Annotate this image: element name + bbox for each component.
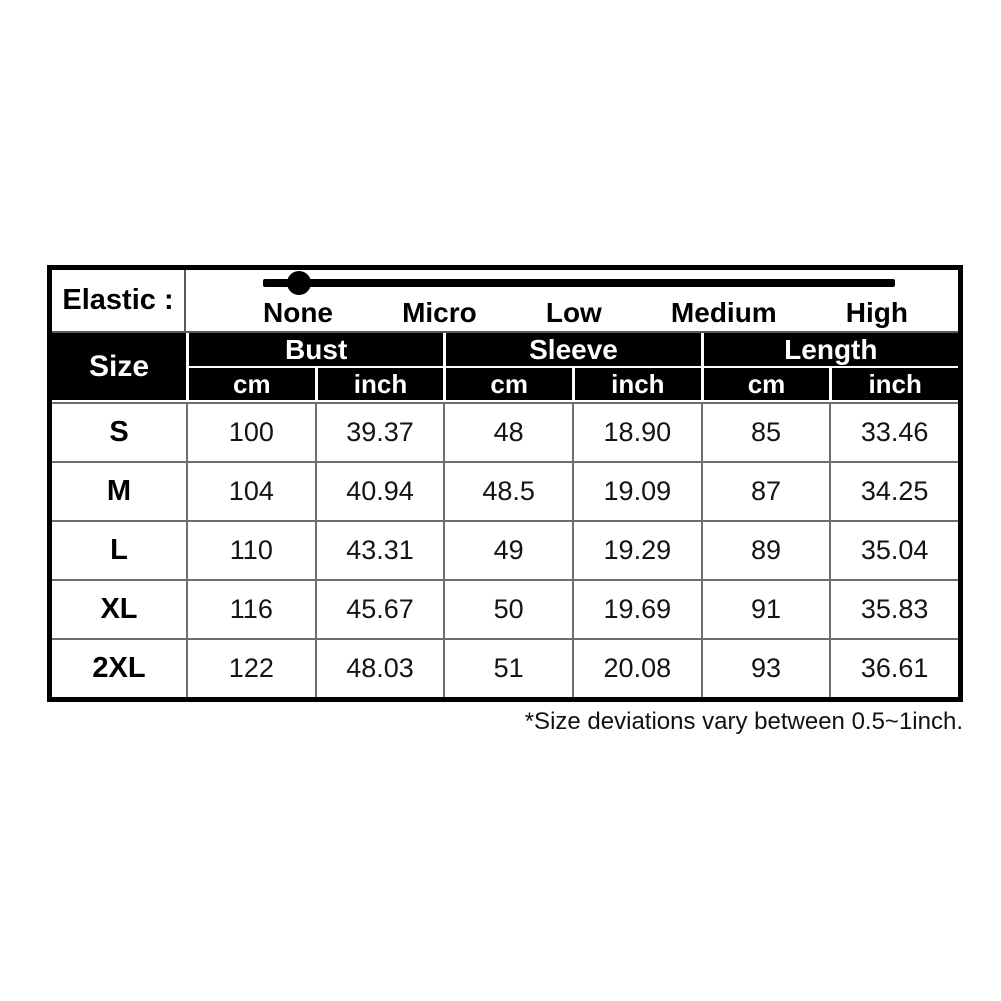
row-2xl-sleeve-cm: 51 xyxy=(443,638,572,697)
elastic-slider-track xyxy=(263,279,895,287)
row-2xl-bust-inch: 48.03 xyxy=(315,638,444,697)
row-2xl-size-label: 2XL xyxy=(52,638,186,697)
row-2xl-length-cm: 93 xyxy=(701,638,830,697)
row-l-bust-inch: 43.31 xyxy=(315,520,444,579)
row-m-bust-inch: 40.94 xyxy=(315,461,444,520)
row-2xl-length-inch: 36.61 xyxy=(829,638,958,697)
row-l-length-cm: 89 xyxy=(701,520,830,579)
elastic-slider-dot xyxy=(287,271,311,295)
header-bust-cm: cm xyxy=(186,366,315,402)
row-s-size-label: S xyxy=(52,402,186,461)
row-xl-sleeve-inch: 19.69 xyxy=(572,579,701,638)
size-deviation-footnote: *Size deviations vary between 0.5~1inch. xyxy=(524,708,963,735)
header-bust: Bust xyxy=(186,333,443,366)
row-s-bust-cm: 100 xyxy=(186,402,315,461)
elastic-level-none: None xyxy=(263,297,333,328)
row-xl-sleeve-cm: 50 xyxy=(443,579,572,638)
row-xl-length-inch: 35.83 xyxy=(829,579,958,638)
row-2xl-bust-cm: 122 xyxy=(186,638,315,697)
row-l-sleeve-inch: 19.29 xyxy=(572,520,701,579)
header-sleeve-inch: inch xyxy=(572,366,701,402)
header-length-inch: inch xyxy=(829,366,958,402)
row-xl-bust-cm: 116 xyxy=(186,579,315,638)
row-m-length-inch: 34.25 xyxy=(829,461,958,520)
elastic-level-high: High xyxy=(845,297,908,328)
elastic-scale xyxy=(186,270,958,333)
row-m-sleeve-cm: 48.5 xyxy=(443,461,572,520)
row-m-length-cm: 87 xyxy=(701,461,830,520)
row-s-length-cm: 85 xyxy=(701,402,830,461)
header-length: Length xyxy=(701,333,958,366)
row-xl-length-cm: 91 xyxy=(701,579,830,638)
row-l-bust-cm: 110 xyxy=(186,520,315,579)
row-s-length-inch: 33.46 xyxy=(829,402,958,461)
elastic-scale-labels xyxy=(263,297,908,329)
row-xl-size-label: XL xyxy=(52,579,186,638)
header-sleeve-cm: cm xyxy=(443,366,572,402)
row-l-length-inch: 35.04 xyxy=(829,520,958,579)
row-s-bust-inch: 39.37 xyxy=(315,402,444,461)
row-s-sleeve-inch: 18.90 xyxy=(572,402,701,461)
row-m-sleeve-inch: 19.09 xyxy=(572,461,701,520)
size-chart-table xyxy=(47,265,963,702)
row-m-bust-cm: 104 xyxy=(186,461,315,520)
elastic-level-medium: Medium xyxy=(670,297,777,328)
row-xl-bust-inch: 45.67 xyxy=(315,579,444,638)
elastic-label: Elastic : xyxy=(52,270,186,333)
row-l-size-label: L xyxy=(52,520,186,579)
elastic-level-micro: Micro xyxy=(402,297,477,328)
header-sleeve: Sleeve xyxy=(443,333,700,366)
row-s-sleeve-cm: 48 xyxy=(443,402,572,461)
header-size: Size xyxy=(52,333,186,402)
elastic-level-low: Low xyxy=(545,297,602,328)
row-m-size-label: M xyxy=(52,461,186,520)
header-bust-inch: inch xyxy=(315,366,444,402)
row-2xl-sleeve-inch: 20.08 xyxy=(572,638,701,697)
header-length-cm: cm xyxy=(701,366,830,402)
row-l-sleeve-cm: 49 xyxy=(443,520,572,579)
